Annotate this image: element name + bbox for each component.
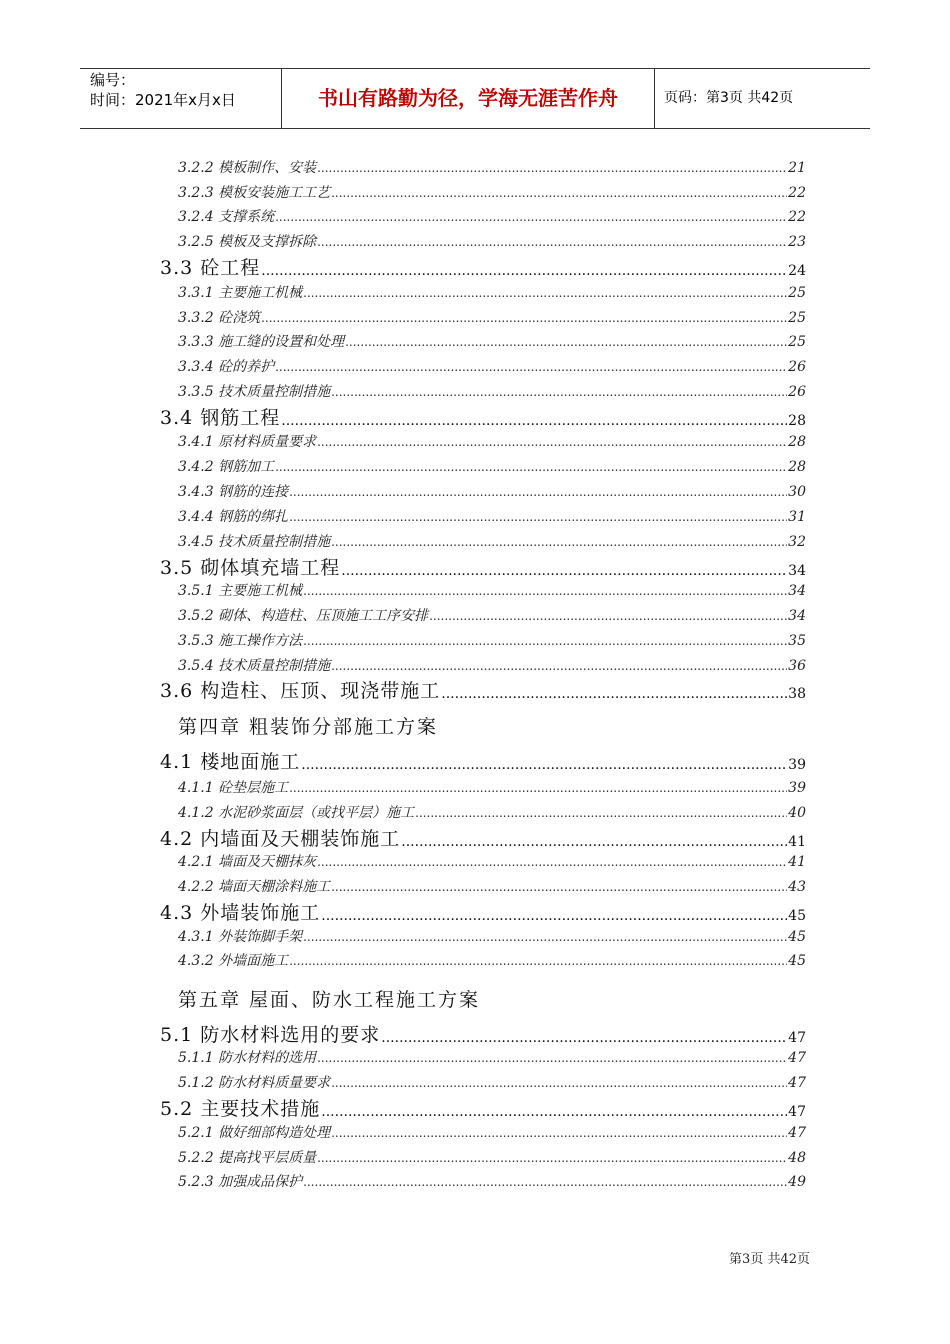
toc-page-number: 25 xyxy=(788,285,806,301)
toc-subsection[interactable] xyxy=(178,927,806,947)
toc-leader-dots xyxy=(429,606,787,626)
toc-page-number: 48 xyxy=(788,1150,806,1166)
toc-entry-label: 3.5.4 技术质量控制措施 xyxy=(178,658,331,674)
toc-subsection[interactable] xyxy=(178,778,806,798)
toc-entry-label: 3.4.5 技术质量控制措施 xyxy=(178,534,331,550)
toc-page-number: 25 xyxy=(788,310,806,326)
toc-entry-label: 3.4.1 原材料质量要求 xyxy=(178,434,317,450)
toc-page-number: 43 xyxy=(788,879,806,895)
toc-leader-dots xyxy=(321,906,787,926)
toc-leader-dots xyxy=(303,1172,787,1192)
toc-subsection[interactable] xyxy=(178,803,806,823)
toc-subsection[interactable] xyxy=(178,1073,806,1093)
toc-leader-dots xyxy=(303,927,787,947)
toc-leader-dots xyxy=(289,778,787,798)
toc-leader-dots xyxy=(331,1123,787,1143)
toc-entry-label: 3.3 砼工程 xyxy=(160,257,261,279)
toc-chapter[interactable] xyxy=(178,713,806,741)
toc-subsection[interactable] xyxy=(178,482,806,502)
toc-entry-label: 4.3.2 外墙面施工 xyxy=(178,953,289,969)
time-label: 时间：2021年x月x日 xyxy=(90,91,236,109)
toc-entry-label: 3.4.3 钢筋的连接 xyxy=(178,484,289,500)
toc-subsection[interactable] xyxy=(178,852,806,872)
toc-entry-label: 5.2.3 加强成品保护 xyxy=(178,1174,303,1190)
toc-entry-label: 3.6 构造柱、压顶、现浇带施工 xyxy=(160,680,441,702)
toc-leader-dots xyxy=(401,832,787,852)
toc-page-number: 45 xyxy=(788,953,806,969)
toc-subsection[interactable] xyxy=(178,1172,806,1192)
toc-entry-label: 3.5.2 砌体、构造柱、压顶施工工序安排 xyxy=(178,608,429,624)
toc-section[interactable] xyxy=(160,255,806,281)
toc-entry-label: 3.2.3 模板安装施工工艺 xyxy=(178,185,331,201)
toc-leader-dots xyxy=(261,261,787,281)
toc-page-number: 26 xyxy=(788,384,806,400)
toc-page-number: 22 xyxy=(788,185,806,201)
toc-subsection[interactable] xyxy=(178,158,806,178)
toc-page-number: 34 xyxy=(788,608,806,624)
toc-section[interactable] xyxy=(160,1096,806,1122)
toc-entry-label: 3.2.5 模板及支撑拆除 xyxy=(178,234,317,250)
toc-page-number: 21 xyxy=(788,160,806,176)
toc-entry-label: 4.2 内墙面及天棚装饰施工 xyxy=(160,828,401,850)
toc-entry-label: 4.2.2 墙面天棚涂料施工 xyxy=(178,879,331,895)
toc-page-number: 28 xyxy=(788,413,806,429)
toc-page-number: 28 xyxy=(788,434,806,450)
toc-subsection[interactable] xyxy=(178,283,806,303)
toc-page-number: 45 xyxy=(788,929,806,945)
toc-leader-dots xyxy=(317,158,787,178)
toc-page-number: 47 xyxy=(788,1030,806,1046)
toc-page-number: 47 xyxy=(788,1050,806,1066)
toc-section[interactable] xyxy=(160,1022,806,1048)
toc-entry-label: 第四章 粗装饰分部施工方案 xyxy=(178,716,439,738)
toc-entry-label: 5.1 防水材料选用的要求 xyxy=(160,1024,381,1046)
toc-entry-label: 5.2.1 做好细部构造处理 xyxy=(178,1125,331,1141)
toc-leader-dots xyxy=(275,457,787,477)
toc-entry-label: 3.4.4 钢筋的绑扎 xyxy=(178,509,289,525)
toc-entry-label: 3.5.1 主要施工机械 xyxy=(178,583,303,599)
toc-chapter[interactable] xyxy=(178,986,806,1014)
toc-page-number: 34 xyxy=(788,583,806,599)
toc-leader-dots xyxy=(317,1048,787,1068)
toc-section[interactable] xyxy=(160,749,806,775)
toc-subsection[interactable] xyxy=(178,606,806,626)
toc-page-number: 31 xyxy=(788,509,806,525)
toc-subsection[interactable] xyxy=(178,507,806,527)
toc-entry-label: 4.1 楼地面施工 xyxy=(160,751,301,773)
toc-entry-label: 3.5.3 施工操作方法 xyxy=(178,633,303,649)
toc-entry-label: 第五章 屋面、防水工程施工方案 xyxy=(178,989,481,1011)
toc-page-number: 38 xyxy=(788,686,806,702)
toc-leader-dots xyxy=(331,532,787,552)
toc-subsection[interactable] xyxy=(178,457,806,477)
toc-section[interactable] xyxy=(160,405,806,431)
header-motto: 书山有路勤为径，学海无涯苦作舟 xyxy=(318,86,618,110)
toc-leader-dots xyxy=(317,852,787,872)
toc-entry-label: 3.2.4 支撑系统 xyxy=(178,209,275,225)
toc-entry-label: 5.2 主要技术措施 xyxy=(160,1098,321,1120)
toc-leader-dots xyxy=(301,755,787,775)
toc-page-number: 47 xyxy=(788,1104,806,1120)
toc-page-number: 23 xyxy=(788,234,806,250)
toc-subsection[interactable] xyxy=(178,207,806,227)
toc-entry-label: 5.1.2 防水材料质量要求 xyxy=(178,1075,331,1091)
toc-entry-label: 5.2.2 提高找平层质量 xyxy=(178,1150,317,1166)
footer-page-number: 第3页 共42页 xyxy=(729,1252,810,1267)
toc-page-number: 28 xyxy=(788,459,806,475)
toc-page-number: 36 xyxy=(788,658,806,674)
toc-page-number: 47 xyxy=(788,1075,806,1091)
toc-leader-dots xyxy=(317,1148,787,1168)
toc-leader-dots xyxy=(415,803,787,823)
toc-page-number: 47 xyxy=(788,1125,806,1141)
toc-subsection[interactable] xyxy=(178,183,806,203)
toc-subsection[interactable] xyxy=(178,308,806,328)
toc-leader-dots xyxy=(441,684,787,704)
toc-subsection[interactable] xyxy=(178,357,806,377)
toc-leader-dots xyxy=(303,581,787,601)
toc-entry-label: 5.1.1 防水材料的选用 xyxy=(178,1050,317,1066)
toc-entry-label: 3.3.1 主要施工机械 xyxy=(178,285,303,301)
toc-entry-label: 3.4.2 钢筋加工 xyxy=(178,459,275,475)
toc-leader-dots xyxy=(303,631,787,651)
toc-subsection[interactable] xyxy=(178,631,806,651)
toc-page-number: 41 xyxy=(788,834,806,850)
toc-entry-label: 3.2.2 模板制作、安装 xyxy=(178,160,317,176)
toc-subsection[interactable] xyxy=(178,432,806,452)
toc-subsection[interactable] xyxy=(178,581,806,601)
toc-page-number: 39 xyxy=(788,757,806,773)
toc-page-number: 32 xyxy=(788,534,806,550)
toc-subsection[interactable] xyxy=(178,232,806,252)
toc-entry-label: 4.3.1 外装饰脚手架 xyxy=(178,929,303,945)
toc-page-number: 35 xyxy=(788,633,806,649)
toc-entry-label: 3.3.4 砼的养护 xyxy=(178,359,275,375)
toc-entry-label: 3.3.5 技术质量控制措施 xyxy=(178,384,331,400)
toc-entry-label: 4.2.1 墙面及天棚抹灰 xyxy=(178,854,317,870)
toc-entry-label: 3.3.3 施工缝的设置和处理 xyxy=(178,334,345,350)
toc-leader-dots xyxy=(261,308,787,328)
toc-leader-dots xyxy=(321,1102,787,1122)
toc-entry-label: 3.3.2 砼浇筑 xyxy=(178,310,261,326)
toc-leader-dots xyxy=(275,357,787,377)
toc-leader-dots xyxy=(281,411,787,431)
toc-page-number: 24 xyxy=(788,263,806,279)
toc-entry-label: 3.5 砌体填充墙工程 xyxy=(160,557,341,579)
toc-leader-dots xyxy=(303,283,787,303)
toc-leader-dots xyxy=(331,877,787,897)
toc-entry-label: 4.3 外墙装饰施工 xyxy=(160,902,321,924)
toc-section[interactable] xyxy=(160,900,806,926)
toc-subsection[interactable] xyxy=(178,1148,806,1168)
toc-leader-dots xyxy=(289,507,787,527)
toc-leader-dots xyxy=(381,1028,787,1048)
toc-section[interactable] xyxy=(160,678,806,704)
toc-page-number: 34 xyxy=(788,563,806,579)
toc-page-number: 22 xyxy=(788,209,806,225)
toc-entry-label: 4.1.1 砼垫层施工 xyxy=(178,780,289,796)
toc-leader-dots xyxy=(341,561,787,581)
toc-page-number: 25 xyxy=(788,334,806,350)
toc-page-number: 41 xyxy=(788,854,806,870)
toc-entry-label: 4.1.2 水泥砂浆面层（或找平层）施工 xyxy=(178,805,415,821)
toc-leader-dots xyxy=(275,207,787,227)
toc-leader-dots xyxy=(345,332,787,352)
toc-page-number: 26 xyxy=(788,359,806,375)
toc-page-number: 45 xyxy=(788,908,806,924)
toc-leader-dots xyxy=(331,656,787,676)
toc-subsection[interactable] xyxy=(178,877,806,897)
toc-subsection[interactable] xyxy=(178,656,806,676)
toc-entry-label: 3.4 钢筋工程 xyxy=(160,407,281,429)
toc-page-number: 30 xyxy=(788,484,806,500)
toc-page-number: 49 xyxy=(788,1174,806,1190)
header-page-label: 页码：第3页 共42页 xyxy=(664,90,794,106)
toc-leader-dots xyxy=(317,232,787,252)
toc-page-number: 39 xyxy=(788,780,806,796)
toc-section[interactable] xyxy=(160,555,806,581)
toc-subsection[interactable] xyxy=(178,1048,806,1068)
serial-label: 编号： xyxy=(90,71,136,89)
toc-subsection[interactable] xyxy=(178,532,806,552)
toc-leader-dots xyxy=(289,951,787,971)
toc-subsection[interactable] xyxy=(178,382,806,402)
toc-leader-dots xyxy=(317,432,787,452)
toc-leader-dots xyxy=(331,1073,787,1093)
toc-subsection[interactable] xyxy=(178,332,806,352)
toc-subsection[interactable] xyxy=(178,1123,806,1143)
toc-section[interactable] xyxy=(160,826,806,852)
toc-leader-dots xyxy=(331,382,787,402)
toc-leader-dots xyxy=(331,183,787,203)
toc-page-number: 40 xyxy=(788,805,806,821)
toc-subsection[interactable] xyxy=(178,951,806,971)
toc-leader-dots xyxy=(289,482,787,502)
